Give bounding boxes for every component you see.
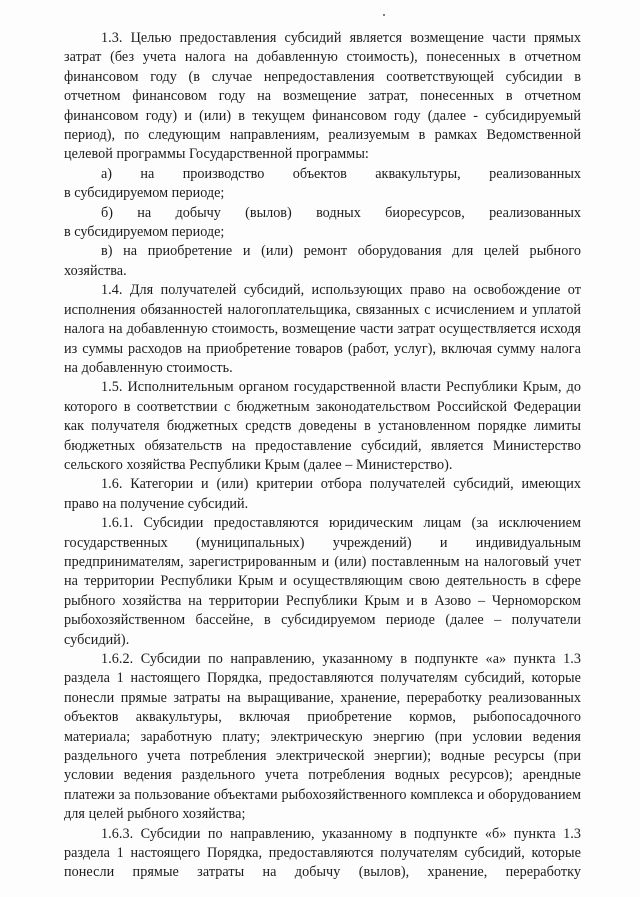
list-item-b [64,204,581,243]
paragraph-1-5: 1.5. Исполнительным органом государственной власти Республики Крым, до которого в соответствии с бюджетным законодательством Российской Федерации как получателя бюджетных средств доведены в установленном порядке лимиты бюджетных обязательств на предоставление субсидий, является Министерство сельского хозяйства Республики Крым (далее – Министерство). [64,379,581,473]
paragraph-1-6: 1.6. Категории и (или) критерии отбора получателей субсидий, имеющих право на получение субсидий. [64,476,581,512]
document-body [64,29,581,883]
paragraph-1-6-3: 1.6.3. Субсидии по направлению, указанному в подпункте «б» пункта 1.3 раздела 1 настоящего Порядка, предоставляются получателям субсидий, которые понесли прямые затраты на добычу (вылов), хранение, переработку [64,825,581,881]
list-item-b-line1: б) на добычу (вылов) водных биоресурсов, реализованных [101,204,581,221]
paragraph-1-6-1: 1.6.1. Субсидии предоставляются юридическим лицам (за исключением государственных (муниципальных) учреждений) и индивидуальным предпринимателям, зарегистрированным и (или) поставленным на налоговый учет на территории Республики Крым и осуществляющим свою деятельность в сфере рыбного хозяйства на территории Республики Крым и в Азово – Черноморском рыбохозяйственном бассейне, в субсидируемом периоде (далее – получатели субсидий). [64,515,581,648]
list-item-a [64,165,581,204]
list-item-a-line2: в субсидируемом периоде; [64,185,225,202]
list-item-b-line2: в субсидируемом периоде; [64,224,225,241]
list-item-a-line1: а) на производство объектов аквакультуры, реализованных [101,165,581,182]
paragraph-1-6-2: 1.6.2. Субсидии по направлению, указанному в подпункте «а» пункта 1.3 раздела 1 настоящего Порядка, предоставляются получателям субсидий, которые понесли прямые затраты на выращивание, хранение, переработку реализованных объектов аквакультуры, включая приобретение кормов, рыбопосадочного материала; заработную плату; электрическую энергию (при условии ведения раздельного учета потребления электрической энергии); водные ресурсы (при условии ведения раздельного учета потребления водных ресурсов); арендные платежи за пользование объектами рыбохозяйственного комплекса и оборудованием для целей рыбного хозяйства; [64,651,581,823]
list-item-v: в) на приобретение и (или) ремонт оборудования для целей рыбного хозяйства. [64,243,581,279]
paragraph-1-3: 1.3. Целью предоставления субсидий является возмещение части прямых затрат (без учета налога на добавленную стоимость), понесенных в отчетном финансовом году (в случае непредоставления соответствующей субсидии в отчетном финансовом году на возмещение затрат, понесенных в отчетном финансовом году) и (или) в текущем финансовом году (далее - субсидируемый период), по следующим направлениям, реализуемым в рамках Ведомственной целевой программы Государственной программы: [64,30,581,163]
scan-artifact [383,14,385,16]
paragraph-1-4: 1.4. Для получателей субсидий, использующих право на освобождение от исполнения обязанностей налогоплательщика, связанных с исчислением и уплатой налога на добавленную стоимость, возмещение части затрат осуществляется исходя из суммы расходов на приобретение товаров (работ, услуг), включая сумму налога на добавленную стоимость. [64,282,581,376]
